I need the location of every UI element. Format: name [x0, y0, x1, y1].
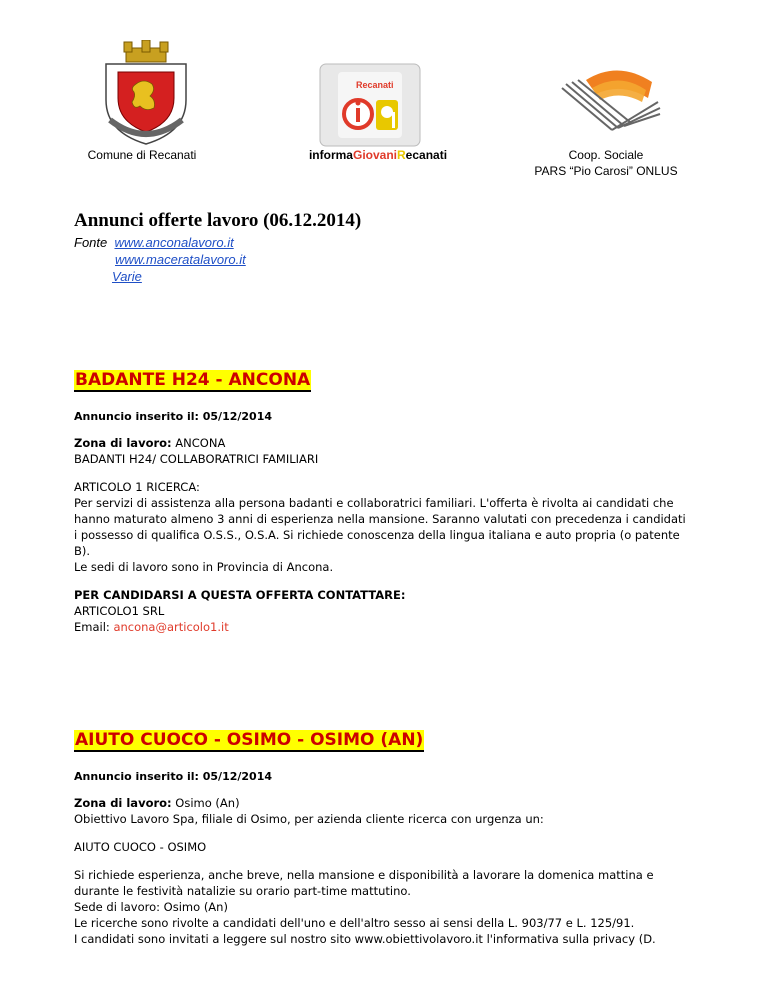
job-title: AIUTO CUOCO - OSIMO - OSIMO (AN): [75, 730, 424, 750]
comune-coat-of-arms-logo: [96, 40, 196, 150]
email-label: Email:: [74, 620, 110, 634]
informagiovani-caption: [298, 148, 458, 162]
job-listing-2: [74, 730, 714, 947]
informagiovani-logo: [318, 62, 422, 148]
posted-date: 05/12/2014: [202, 410, 273, 423]
informagiovani-badge-text: Recanati: [356, 80, 394, 90]
body-line: Le ricerche sono rivolte a candidati dell'uno e dell'altro sesso ai sensi della L. 903/77 e L. 125/91.: [74, 916, 635, 930]
contact-company: ARTICOLO1 SRL: [74, 604, 165, 618]
caption-part-informa: informa: [308, 148, 353, 162]
body-line: Per servizi di assistenza alla persona badanti e collaboratrici familiari. L'offerta è rivolta ai candidati che: [74, 496, 674, 510]
zona-line: [74, 795, 714, 811]
caption-part-giovani: Giovani: [352, 148, 397, 162]
posted-date-line: [74, 770, 714, 783]
body-line: i possesso di qualifica O.S.S., O.S.A. Si richiede conoscenza della lingua italiana e auto propria (o patente: [74, 528, 680, 542]
body-line: I candidati sono invitati a leggere sul nostro sito www.obiettivolavoro.it l'informativa sulla privacy (D.: [74, 932, 656, 946]
contact-header-text: PER CANDIDARSI A QUESTA OFFERTA CONTATTARE:: [74, 588, 406, 602]
zona-value: Osimo (An): [175, 796, 240, 810]
source-link-maceratalavoro[interactable]: www.maceratalavoro.it: [115, 252, 246, 267]
document-title: Annunci offerte lavoro (06.12.2014): [74, 210, 362, 231]
source-link-varie[interactable]: Varie: [112, 269, 142, 284]
job-line1: BADANTI H24/ COLLABORATRICI FAMILIARI: [74, 452, 319, 466]
zona-label: Zona di lavoro:: [74, 796, 172, 810]
contact-header: [74, 587, 714, 603]
job-title: BADANTE H24 - ANCONA: [75, 370, 311, 390]
pars-caption-line1: Coop. Sociale: [568, 148, 644, 162]
posted-date-line: [74, 410, 714, 423]
email-line: [74, 619, 714, 635]
body-line: Sede di lavoro: Osimo (An): [74, 900, 228, 914]
comune-caption: Comune di Recanati: [87, 148, 197, 162]
job-line2: AIUTO CUOCO - OSIMO: [74, 840, 207, 854]
sources-block: [74, 234, 246, 285]
email-link[interactable]: ancona@articolo1.it: [113, 620, 229, 634]
job-line1: Obiettivo Lavoro Spa, filiale di Osimo, per azienda cliente ricerca con urgenza un:: [74, 812, 544, 826]
posted-label: Annuncio inserito il:: [74, 770, 199, 783]
body-line: Si richiede esperienza, anche breve, nella mansione e disponibilità a lavorare la domenica mattina e: [74, 868, 654, 882]
body-line: B).: [74, 544, 91, 558]
pars-coop-logo: [556, 58, 666, 140]
posted-label: Annuncio inserito il:: [74, 410, 199, 423]
caption-part-ecanati: ecanati: [405, 148, 448, 162]
zona-value: ANCONA: [175, 436, 226, 450]
job-line2: ARTICOLO 1 RICERCA:: [74, 480, 200, 494]
pars-caption-line2: PARS “Pio Carosi” ONLUS: [534, 164, 678, 178]
zona-line: [74, 435, 714, 451]
body-line: Le sedi di lavoro sono in Provincia di Ancona.: [74, 560, 334, 574]
posted-date: 05/12/2014: [202, 770, 273, 783]
body-line: durante le festività natalizie su orario part-time mattutino.: [74, 884, 411, 898]
caption-part-r: R: [397, 148, 406, 162]
source-link-anconalavoro[interactable]: www.anconalavoro.it: [114, 235, 234, 250]
fonte-label: Fonte: [74, 235, 108, 250]
zona-label: Zona di lavoro:: [74, 436, 172, 450]
body-line: hanno maturato almeno 3 anni di esperienza nella mansione. Saranno valutati con precedenza i candidati: [74, 512, 686, 526]
job-listing-1: [74, 370, 714, 635]
